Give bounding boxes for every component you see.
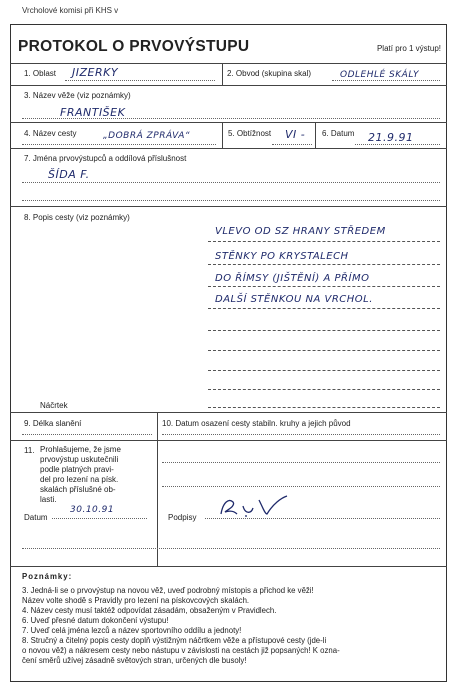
- podpisy-label: Podpisy: [168, 513, 197, 522]
- obvod-label: 2. Obvod (skupina skal): [227, 69, 312, 78]
- obtiznost-value[interactable]: VI -: [285, 128, 306, 141]
- jmena-label: 7. Jména prvovýstupců a oddílová příslušnost: [24, 154, 187, 163]
- note-line-6: 8. Stručný a čitelný popis cesty doplň výstižným náčrtkem věže a přístupové cesty (jde-li: [22, 636, 327, 645]
- note-line-2: Název volte shodě s Pravidly pro lezení na pískovcových skalách.: [22, 596, 250, 605]
- prohlaseni-line-3: podle platných pravi-: [40, 465, 114, 474]
- nacrtek-label: Náčrtek: [40, 401, 68, 410]
- prohlaseni-line-1: Prohlašujeme, že jsme: [40, 445, 121, 454]
- issuer-text: Vrcholové komisi při KHS v: [22, 6, 119, 15]
- nazev-cesty-label: 4. Název cesty: [24, 129, 77, 138]
- note-line-5: 7. Uveď celá jména lezců a název sportovního oddílu a jednoty!: [22, 626, 242, 635]
- nazev-veze-value[interactable]: FRANTIŠEK: [60, 106, 126, 119]
- datum-podpis-value[interactable]: 30.10.91: [70, 505, 115, 515]
- datum-podpis-label: Datum: [24, 513, 48, 522]
- note-line-3: 4. Název cesty musí taktéž odpovídat zásadám, obsaženým v Pravidlech.: [22, 606, 277, 615]
- datum-osazeni-label: 10. Datum osazení cesty stabiln. kruhy a jejich původ: [162, 419, 351, 428]
- nazev-veze-label: 3. Název věže (viz poznámky): [24, 91, 131, 100]
- popis-line-2[interactable]: STĚNKY PO KRYSTALECH: [215, 251, 349, 262]
- note-line-4: 6. Uveď přesné datum dokončení výstupu!: [22, 616, 169, 625]
- form-title: PROTOKOL O PRVOVÝSTUPU: [18, 38, 250, 55]
- popis-line-4[interactable]: DALŠÍ STĚNKOU NA VRCHOL.: [215, 294, 373, 305]
- delka-slaneni-label: 9. Délka slanění: [24, 419, 82, 428]
- note-line-7: o novou věž) a nákresem cesty nebo nástupu v závislosti na cestách již popsaných! K ozna-: [22, 646, 340, 655]
- prohlaseni-number: 11.: [24, 446, 35, 455]
- obtiznost-label: 5. Obtížnost: [228, 129, 272, 138]
- prohlaseni-line-6: lasti.: [40, 495, 57, 504]
- note-line-1: 3. Jedná-li se o prvovýstup na novou věž, uveď podrobný místopis a přichod ke věži!: [22, 586, 314, 595]
- notes-heading: Poznámky:: [22, 572, 73, 581]
- oblast-value[interactable]: JIZERKY: [72, 66, 119, 79]
- nazev-cesty-value[interactable]: „DOBRÁ ZPRÁVA“: [103, 131, 191, 141]
- jmena-value[interactable]: ŠÍDA F.: [48, 168, 90, 181]
- popis-line-1[interactable]: VLEVO OD SZ HRANY STŘEDEM: [215, 226, 386, 237]
- obvod-value[interactable]: ODLEHLÉ SKÁLY: [340, 70, 419, 80]
- popis-line-3[interactable]: DO ŘÍMSY (JIŠTĚNÍ) A PŘÍMO: [215, 273, 370, 284]
- note-line-8: čení směrů užívej zásadně světových stran, určených dle busoly!: [22, 656, 247, 665]
- oblast-label: 1. Oblast: [24, 69, 57, 78]
- signature-image: [215, 492, 290, 520]
- prohlaseni-line-2: prvovýstup uskutečnili: [40, 455, 119, 464]
- prohlaseni-line-4: del pro lezení na písk.: [40, 475, 119, 484]
- popis-label: 8. Popis cesty (viz poznámky): [24, 213, 130, 222]
- valid-note: Platí pro 1 výstup!: [376, 44, 441, 53]
- datum-value[interactable]: 21.9.91: [368, 131, 414, 144]
- datum-label: 6. Datum: [322, 129, 355, 138]
- prohlaseni-line-5: skalách příslušné ob-: [40, 485, 116, 494]
